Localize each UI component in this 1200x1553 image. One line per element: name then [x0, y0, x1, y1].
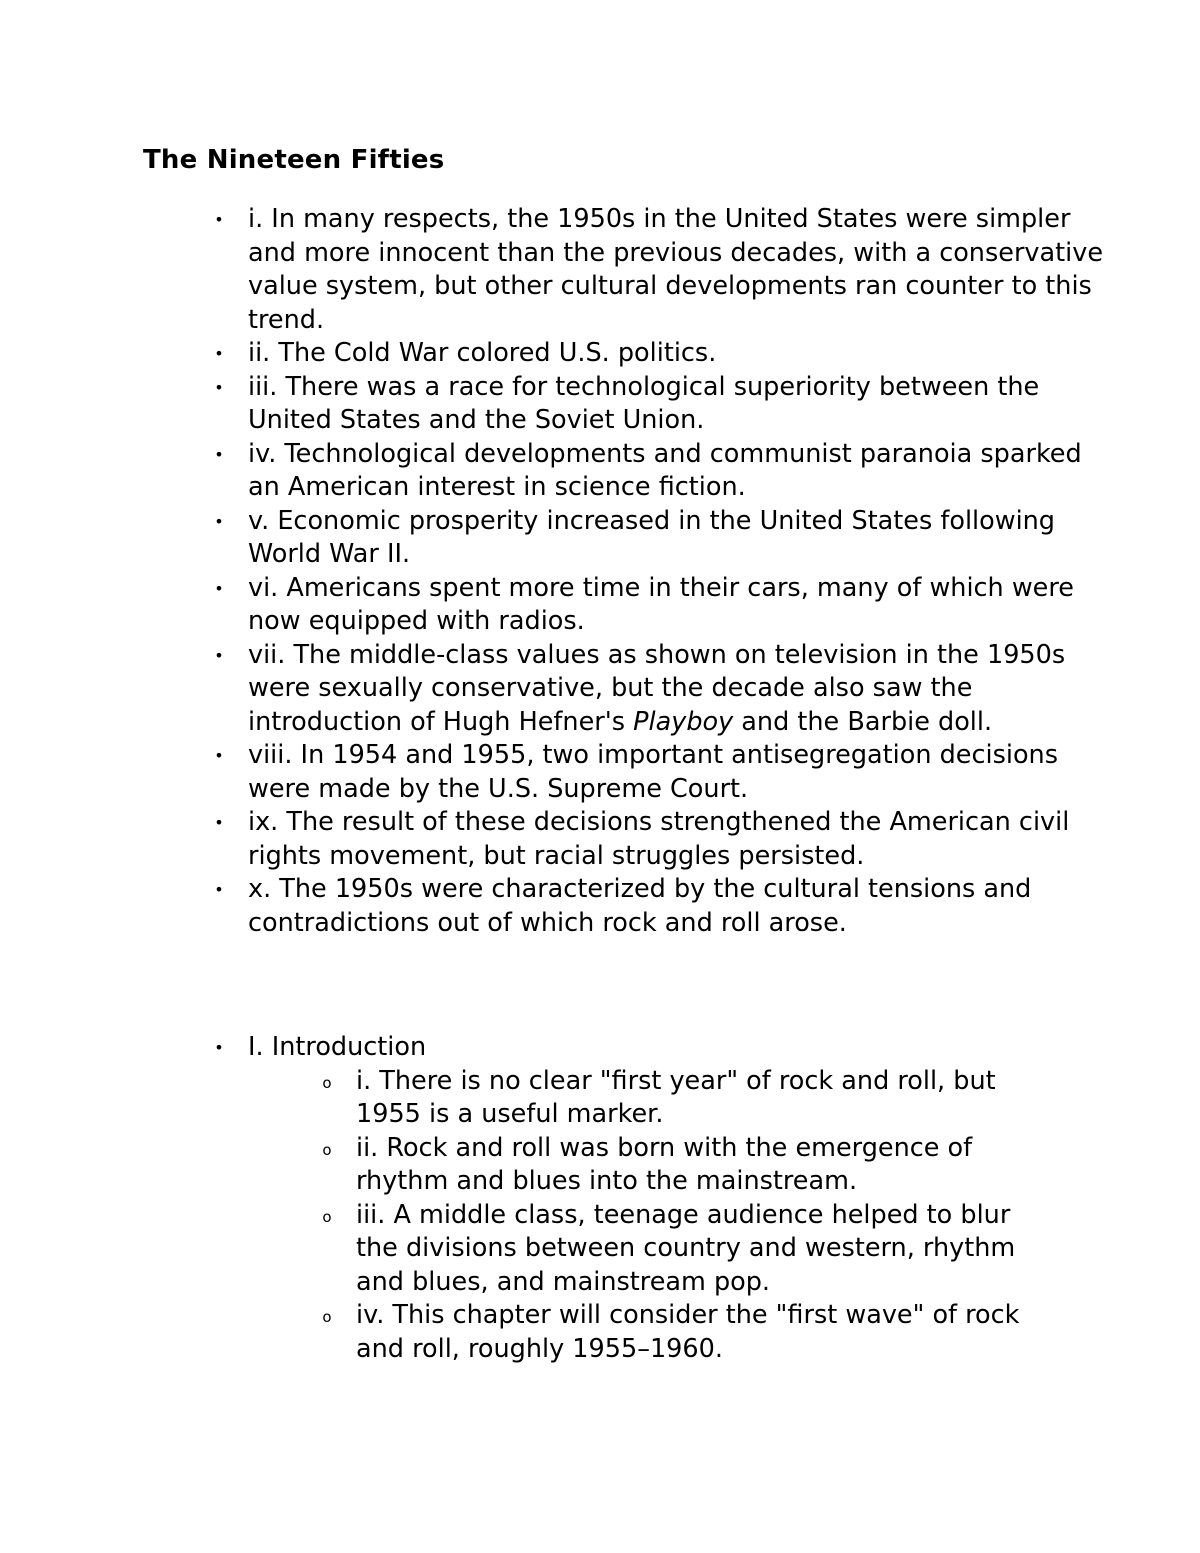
list-item-text: x. The 1950s were characterized by the cultural tensions and contradictions out of which rock and roll arose. — [248, 874, 1032, 938]
list-item — [214, 572, 1108, 639]
circle-bullet-icon: o — [322, 1140, 332, 1159]
list-item-text: iv. Technological developments and communist paranoia sparked an American interest in science fiction. — [248, 438, 1082, 502]
bullet-icon: • — [214, 210, 224, 229]
sub-list-item-text: iii. A middle class, teenage audience helped to blur the divisions between country and western, rhythm and blues, and mainstream pop. — [356, 1199, 1016, 1297]
playboy-title: Playboy — [633, 706, 734, 737]
list-item — [214, 371, 1108, 438]
bullet-icon: • — [214, 444, 224, 464]
circle-bullet-icon: o — [322, 1207, 332, 1226]
list-item — [214, 639, 1108, 740]
sub-list-item — [322, 1199, 1056, 1300]
sub-list-item-text: iv. This chapter will consider the "first wave" of rock and roll, roughly 1955–1960. — [356, 1300, 1020, 1364]
list-item — [214, 203, 1108, 337]
bullet-icon: • — [214, 746, 224, 765]
list-item-text: ix. The result of these decisions strengthened the American civil rights movement, but racial struggles persisted. — [248, 807, 1070, 871]
list-item-text: viii. In 1954 and 1955, two important antisegregation decisions were made by the U.S. Supreme Court. — [248, 740, 1058, 804]
bullet-icon: • — [214, 344, 224, 363]
fifties-outline-list — [214, 203, 1108, 940]
introduction-item — [214, 1031, 1108, 1366]
list-item-text-end: and the Barbie doll. — [733, 706, 993, 737]
sub-list-item — [322, 1065, 1056, 1132]
bullet-icon: • — [214, 578, 224, 598]
list-item — [214, 505, 1108, 572]
introduction-heading: I. Introduction — [248, 1032, 427, 1062]
page-title: The Nineteen Fifties — [143, 145, 445, 175]
bullet-icon: • — [214, 377, 224, 397]
sub-list-item — [322, 1132, 1056, 1199]
sub-list-item-text: ii. Rock and roll was born with the emergence of rhythm and blues into the mainstream. — [356, 1132, 973, 1196]
bullet-icon: • — [214, 511, 224, 531]
bullet-icon: • — [214, 645, 224, 665]
sub-list-item-text: i. There is no clear "first year" of rock and roll, but 1955 is a useful marker. — [356, 1065, 996, 1129]
list-item-text: v. Economic prosperity increased in the United States following World War II. — [248, 505, 1055, 569]
list-item-text: iii. There was a race for technological superiority between the United States and the Soviet Union. — [248, 371, 1040, 435]
introduction-section — [214, 1031, 1108, 1366]
bullet-icon: • — [214, 1038, 224, 1057]
list-item — [214, 806, 1108, 873]
list-item — [214, 337, 1108, 371]
list-item-text: i. In many respects, the 1950s in the United States were simpler and more innocent than the previous decades, with a conservative value system, but other cultural developments ran counter to this trend. — [248, 204, 1104, 335]
list-item-text: ii. The Cold War colored U.S. politics. — [248, 338, 717, 368]
list-item — [214, 438, 1108, 505]
list-item-text-start: vii. The middle-class values as shown on television in the 1950s were sexually conservative, but the decade also saw the introduction of Hugh Hefner's — [248, 639, 1066, 737]
sub-list-item — [322, 1299, 1056, 1366]
introduction-sublist — [248, 1065, 1056, 1367]
list-item-text: vi. Americans spent more time in their cars, many of which were now equipped with radios. — [248, 572, 1074, 636]
list-item — [214, 873, 1108, 940]
bullet-icon: • — [214, 880, 224, 899]
circle-bullet-icon: o — [322, 1073, 332, 1092]
bullet-icon: • — [214, 813, 224, 832]
circle-bullet-icon: o — [322, 1308, 332, 1326]
list-item — [214, 739, 1108, 806]
